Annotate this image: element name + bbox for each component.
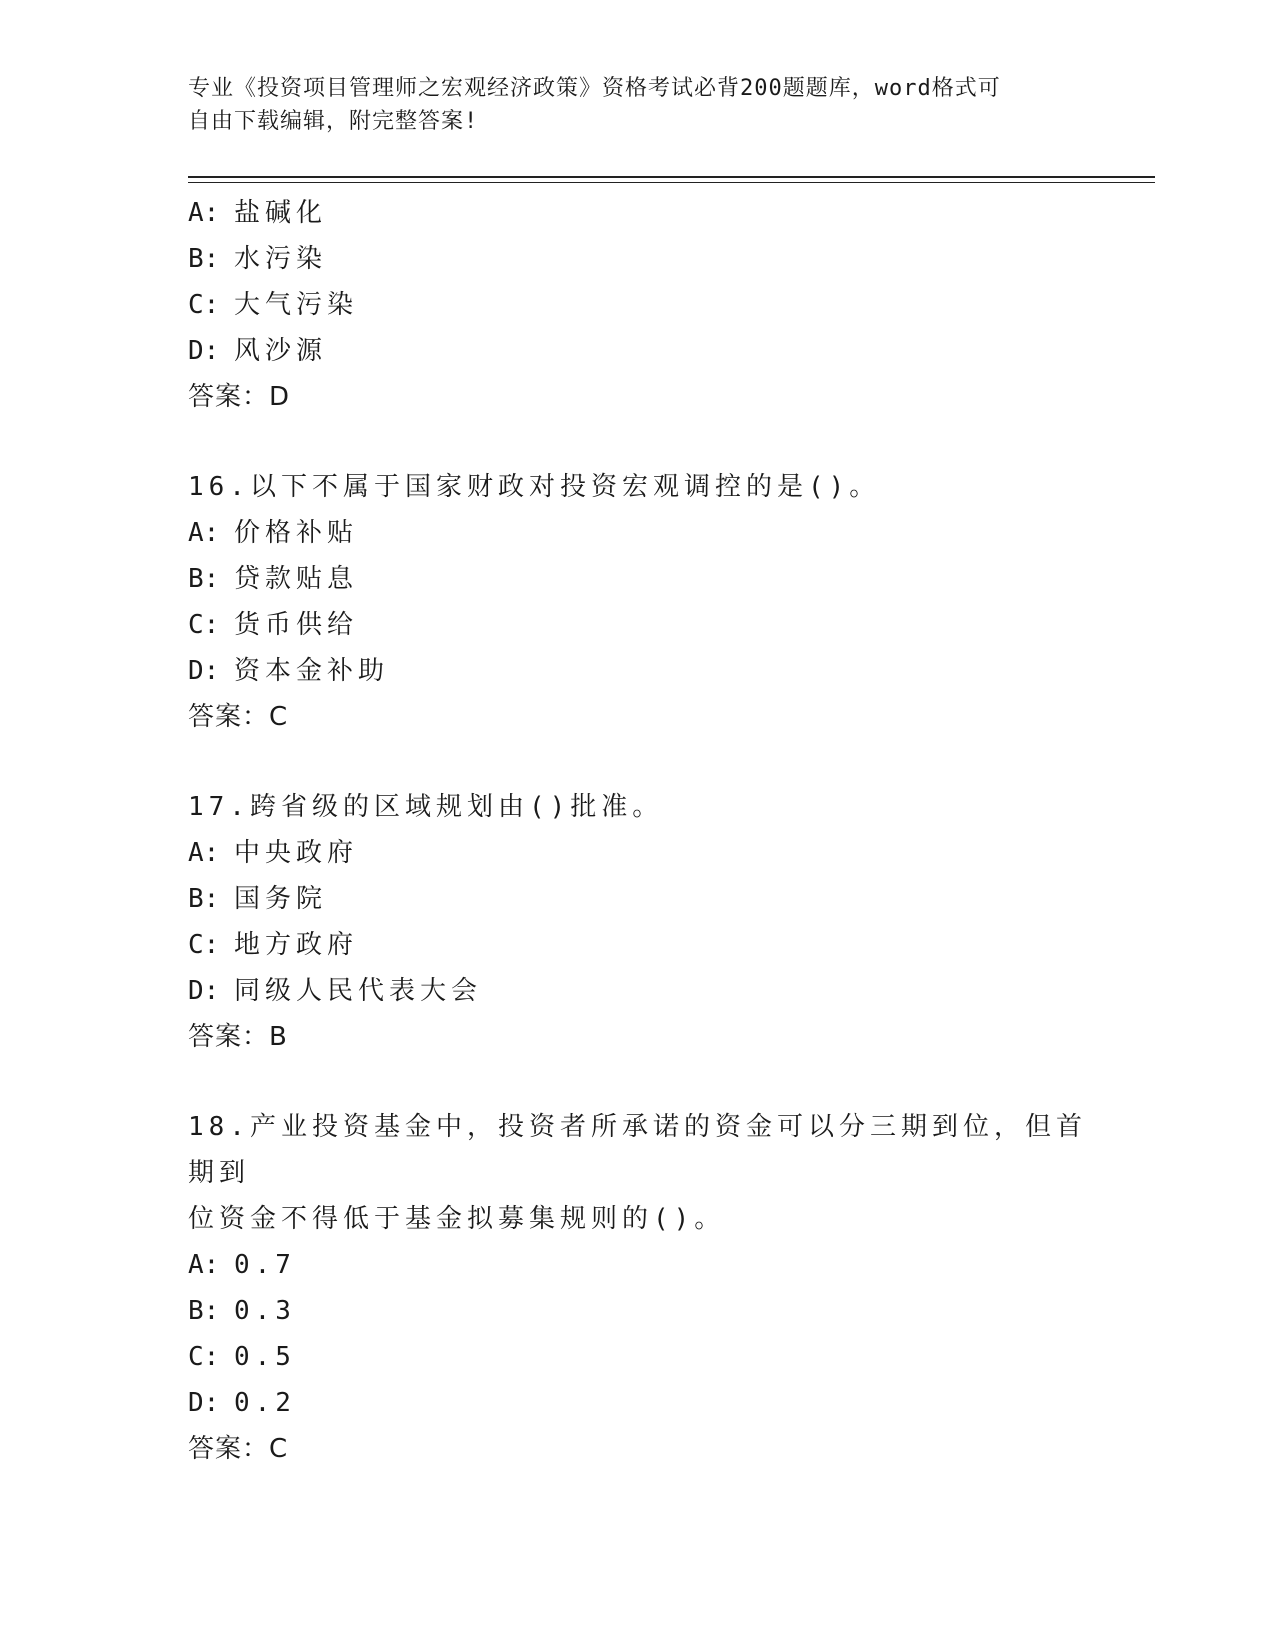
option-letter: D: xyxy=(188,976,220,1006)
answer-line: 答案：B xyxy=(188,1022,288,1052)
option-text: 大气污染 xyxy=(234,290,359,320)
option-text: 0.5 xyxy=(234,1342,296,1372)
option-text: 同级人民代表大会 xyxy=(234,976,483,1006)
option-letter: A: xyxy=(188,838,220,868)
option-text: 贷款贴息 xyxy=(234,564,359,594)
option-text: 风沙源 xyxy=(234,336,328,366)
option-c xyxy=(188,922,1088,968)
header-divider-thick xyxy=(188,176,1155,178)
option-b xyxy=(188,876,1088,922)
option-letter: C: xyxy=(188,290,220,320)
option-letter: C: xyxy=(188,930,220,960)
option-text: 国务院 xyxy=(234,884,328,914)
option-a xyxy=(188,1242,1088,1288)
option-letter: C: xyxy=(188,1342,220,1372)
option-b xyxy=(188,556,1088,602)
question-stem-line-2: 位资金不得低于基金拟募集规则的()。 xyxy=(188,1204,726,1234)
option-letter: B: xyxy=(188,564,220,594)
header-line-1: 专业《投资项目管理师之宏观经济政策》资格考试必背200题题库，word格式可 xyxy=(188,76,1001,101)
option-b xyxy=(188,236,1088,282)
option-letter: B: xyxy=(188,884,220,914)
option-letter: D: xyxy=(188,336,220,366)
option-letter: D: xyxy=(188,1388,220,1418)
question-stem: 17.跨省级的区域规划由()批准。 xyxy=(188,792,664,822)
option-text: 货币供给 xyxy=(234,610,359,640)
option-text: 资本金补助 xyxy=(234,656,390,686)
answer-line: 答案：C xyxy=(188,702,289,732)
document-header xyxy=(188,72,1088,138)
option-text: 水污染 xyxy=(234,244,328,274)
option-letter: A: xyxy=(188,1250,220,1280)
option-text: 0.2 xyxy=(234,1388,296,1418)
answer-line: 答案：C xyxy=(188,1434,289,1464)
header-divider-thin xyxy=(188,182,1155,183)
option-b xyxy=(188,1288,1088,1334)
option-a xyxy=(188,830,1088,876)
question-17 xyxy=(188,784,1088,1060)
option-text: 中央政府 xyxy=(234,838,359,868)
option-letter: A: xyxy=(188,518,220,548)
option-a xyxy=(188,510,1088,556)
option-d xyxy=(188,328,1088,374)
option-letter: C: xyxy=(188,610,220,640)
question-stem-line-1: 18.产业投资基金中，投资者所承诺的资金可以分三期到位，但首期到 xyxy=(188,1112,1087,1188)
option-c xyxy=(188,602,1088,648)
header-line-2: 自由下载编辑，附完整答案! xyxy=(188,109,479,134)
question-stem: 16.以下不属于国家财政对投资宏观调控的是()。 xyxy=(188,472,881,502)
option-text: 地方政府 xyxy=(234,930,359,960)
option-c xyxy=(188,282,1088,328)
option-text: 价格补贴 xyxy=(234,518,359,548)
option-letter: D: xyxy=(188,656,220,686)
option-a xyxy=(188,190,1088,236)
answer-line: 答案：D xyxy=(188,382,291,412)
option-d xyxy=(188,648,1088,694)
question-list xyxy=(188,190,1088,1472)
question-15-continued xyxy=(188,190,1088,420)
option-text: 0.3 xyxy=(234,1296,296,1326)
option-d xyxy=(188,1380,1088,1426)
option-letter: B: xyxy=(188,1296,220,1326)
option-text: 0.7 xyxy=(234,1250,296,1280)
option-letter: B: xyxy=(188,244,220,274)
option-d xyxy=(188,968,1088,1014)
option-letter: A: xyxy=(188,198,220,228)
question-18 xyxy=(188,1104,1088,1472)
question-16 xyxy=(188,464,1088,740)
option-c xyxy=(188,1334,1088,1380)
option-text: 盐碱化 xyxy=(234,198,328,228)
